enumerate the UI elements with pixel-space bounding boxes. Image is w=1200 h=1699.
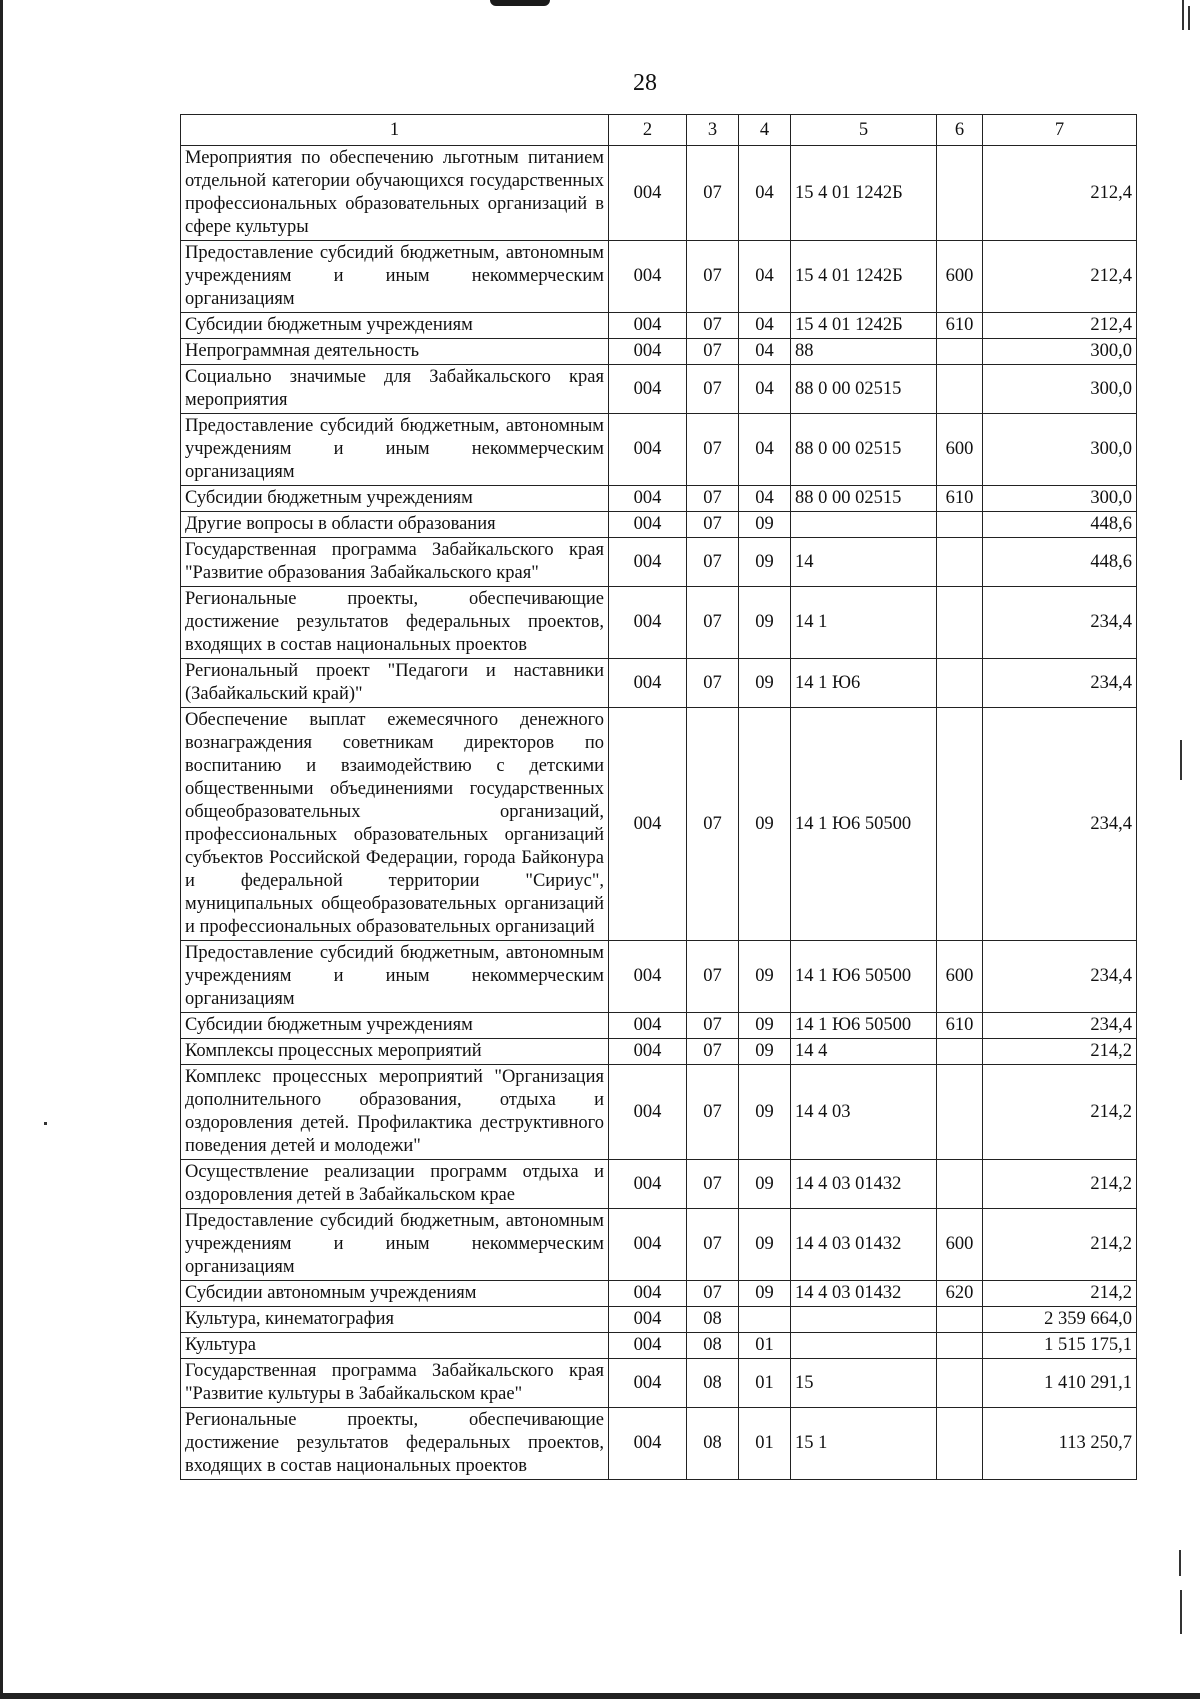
table-row xyxy=(181,941,1137,1013)
row-subsection: 01 xyxy=(739,1333,791,1359)
row-target-article: 15 1 xyxy=(791,1408,937,1480)
table-row xyxy=(181,1209,1137,1281)
row-subsection xyxy=(739,1307,791,1333)
row-amount: 212,4 xyxy=(983,241,1137,313)
column-header: 4 xyxy=(739,115,791,146)
row-admin-code: 004 xyxy=(609,1359,687,1408)
row-section: 07 xyxy=(687,512,739,538)
row-admin-code: 004 xyxy=(609,365,687,414)
row-subsection: 09 xyxy=(739,1209,791,1281)
row-section: 07 xyxy=(687,1065,739,1160)
row-target-article: 15 xyxy=(791,1359,937,1408)
row-expense-type xyxy=(937,1307,983,1333)
row-amount: 300,0 xyxy=(983,414,1137,486)
row-amount: 234,4 xyxy=(983,941,1137,1013)
table-row xyxy=(181,587,1137,659)
row-amount: 1 515 175,1 xyxy=(983,1333,1137,1359)
row-section: 07 xyxy=(687,538,739,587)
row-subsection: 09 xyxy=(739,1039,791,1065)
table-row xyxy=(181,512,1137,538)
row-admin-code: 004 xyxy=(609,486,687,512)
row-subsection: 04 xyxy=(739,365,791,414)
row-target-article: 14 1 Ю6 xyxy=(791,659,937,708)
row-expense-type: 610 xyxy=(937,486,983,512)
column-header: 7 xyxy=(983,115,1137,146)
row-target-article: 88 0 00 02515 xyxy=(791,414,937,486)
row-target-article: 88 0 00 02515 xyxy=(791,486,937,512)
row-subsection: 09 xyxy=(739,538,791,587)
row-admin-code: 004 xyxy=(609,1039,687,1065)
table-row xyxy=(181,414,1137,486)
scan-mark xyxy=(1182,0,1184,30)
row-section: 07 xyxy=(687,1039,739,1065)
table-row xyxy=(181,486,1137,512)
row-subsection: 04 xyxy=(739,146,791,241)
budget-table xyxy=(180,114,1137,1480)
table-row xyxy=(181,1039,1137,1065)
row-name: Субсидии бюджетным учреждениям xyxy=(181,313,609,339)
row-expense-type xyxy=(937,708,983,941)
table-row xyxy=(181,1333,1137,1359)
row-section: 07 xyxy=(687,941,739,1013)
row-target-article xyxy=(791,1333,937,1359)
row-section: 07 xyxy=(687,414,739,486)
row-expense-type xyxy=(937,512,983,538)
row-amount: 448,6 xyxy=(983,512,1137,538)
table-row xyxy=(181,708,1137,941)
row-target-article: 14 1 xyxy=(791,587,937,659)
row-name: Обеспечение выплат ежемесячного денежного вознаграждения советникам директоров по воспитанию и взаимодействию с детскими общественными объединениями государственных общеобразовательных организаций, профессиональных образовательных организаций субъектов Российской Федерации, города Байконура и федеральной территории "Сириус", муниципальных общеобразовательных организаций и профессиональных образовательных организаций xyxy=(181,708,609,941)
row-name: Социально значимые для Забайкальского края мероприятия xyxy=(181,365,609,414)
table-row xyxy=(181,538,1137,587)
row-admin-code: 004 xyxy=(609,1065,687,1160)
row-name: Региональные проекты, обеспечивающие достижение результатов федеральных проектов, входящих в состав национальных проектов xyxy=(181,1408,609,1480)
row-subsection: 01 xyxy=(739,1359,791,1408)
row-section: 07 xyxy=(687,1281,739,1307)
row-admin-code: 004 xyxy=(609,1160,687,1209)
row-expense-type xyxy=(937,538,983,587)
row-expense-type xyxy=(937,1160,983,1209)
row-target-article: 14 4 03 01432 xyxy=(791,1160,937,1209)
row-expense-type: 600 xyxy=(937,941,983,1013)
row-amount: 212,4 xyxy=(983,146,1137,241)
row-subsection: 09 xyxy=(739,1065,791,1160)
table-body xyxy=(181,146,1137,1480)
row-subsection: 09 xyxy=(739,708,791,941)
scan-shadow-top xyxy=(490,0,550,6)
table-row xyxy=(181,1281,1137,1307)
row-target-article: 14 1 Ю6 50500 xyxy=(791,941,937,1013)
row-expense-type xyxy=(937,1359,983,1408)
row-target-article: 14 xyxy=(791,538,937,587)
row-section: 07 xyxy=(687,146,739,241)
row-admin-code: 004 xyxy=(609,1281,687,1307)
table-row xyxy=(181,1160,1137,1209)
table-row xyxy=(181,1307,1137,1333)
row-expense-type xyxy=(937,365,983,414)
row-section: 08 xyxy=(687,1408,739,1480)
row-admin-code: 004 xyxy=(609,538,687,587)
row-name: Культура, кинематография xyxy=(181,1307,609,1333)
row-expense-type: 610 xyxy=(937,313,983,339)
row-subsection: 04 xyxy=(739,414,791,486)
table-row xyxy=(181,339,1137,365)
row-target-article: 15 4 01 1242Б xyxy=(791,313,937,339)
table-row xyxy=(181,1408,1137,1480)
row-section: 08 xyxy=(687,1307,739,1333)
row-subsection: 09 xyxy=(739,1281,791,1307)
row-subsection: 09 xyxy=(739,1013,791,1039)
row-amount: 1 410 291,1 xyxy=(983,1359,1137,1408)
row-amount: 214,2 xyxy=(983,1209,1137,1281)
row-name: Региональные проекты, обеспечивающие достижение результатов федеральных проектов, входящих в состав национальных проектов xyxy=(181,587,609,659)
row-admin-code: 004 xyxy=(609,512,687,538)
row-target-article: 15 4 01 1242Б xyxy=(791,241,937,313)
column-header: 1 xyxy=(181,115,609,146)
row-amount: 300,0 xyxy=(983,339,1137,365)
row-subsection: 04 xyxy=(739,313,791,339)
row-amount: 212,4 xyxy=(983,313,1137,339)
column-header: 3 xyxy=(687,115,739,146)
page-number: 28 xyxy=(633,70,657,96)
row-admin-code: 004 xyxy=(609,1209,687,1281)
row-name: Предоставление субсидий бюджетным, автономным учреждениям и иным некоммерческим организациям xyxy=(181,941,609,1013)
scan-mark xyxy=(1188,6,1190,30)
row-expense-type xyxy=(937,1333,983,1359)
row-section: 07 xyxy=(687,313,739,339)
row-subsection: 09 xyxy=(739,512,791,538)
row-admin-code: 004 xyxy=(609,587,687,659)
row-name: Предоставление субсидий бюджетным, автономным учреждениям и иным некоммерческим организациям xyxy=(181,241,609,313)
row-subsection: 09 xyxy=(739,659,791,708)
row-target-article: 15 4 01 1242Б xyxy=(791,146,937,241)
row-section: 07 xyxy=(687,659,739,708)
row-section: 07 xyxy=(687,587,739,659)
row-expense-type xyxy=(937,339,983,365)
row-section: 07 xyxy=(687,1160,739,1209)
row-expense-type xyxy=(937,1065,983,1160)
row-name: Непрограммная деятельность xyxy=(181,339,609,365)
row-section: 07 xyxy=(687,365,739,414)
row-expense-type: 620 xyxy=(937,1281,983,1307)
row-admin-code: 004 xyxy=(609,339,687,365)
row-expense-type: 600 xyxy=(937,414,983,486)
row-target-article: 14 4 03 01432 xyxy=(791,1281,937,1307)
row-section: 07 xyxy=(687,1013,739,1039)
row-amount: 214,2 xyxy=(983,1039,1137,1065)
row-amount: 234,4 xyxy=(983,587,1137,659)
row-target-article: 88 xyxy=(791,339,937,365)
row-admin-code: 004 xyxy=(609,1408,687,1480)
row-section: 07 xyxy=(687,241,739,313)
row-name: Государственная программа Забайкальского края "Развитие образования Забайкальского края" xyxy=(181,538,609,587)
row-section: 07 xyxy=(687,486,739,512)
row-amount: 2 359 664,0 xyxy=(983,1307,1137,1333)
table-row xyxy=(181,1013,1137,1039)
row-subsection: 04 xyxy=(739,241,791,313)
row-admin-code: 004 xyxy=(609,313,687,339)
row-target-article xyxy=(791,512,937,538)
scan-mark xyxy=(1180,1590,1182,1634)
row-target-article: 14 4 03 01432 xyxy=(791,1209,937,1281)
row-name: Государственная программа Забайкальского края "Развитие культуры в Забайкальском крае" xyxy=(181,1359,609,1408)
row-section: 07 xyxy=(687,1209,739,1281)
scan-mark xyxy=(44,1122,47,1125)
table-row xyxy=(181,1359,1137,1408)
scan-mark xyxy=(1179,1550,1181,1576)
table-row xyxy=(181,365,1137,414)
table-row xyxy=(181,241,1137,313)
scan-border-bottom xyxy=(0,1693,1200,1699)
row-target-article: 14 1 Ю6 50500 xyxy=(791,1013,937,1039)
row-amount: 300,0 xyxy=(983,365,1137,414)
header-row xyxy=(181,115,1137,146)
row-name: Мероприятия по обеспечению льготным питанием отдельной категории обучающихся государственных профессиональных образовательных организаций в сфере культуры xyxy=(181,146,609,241)
row-amount: 234,4 xyxy=(983,659,1137,708)
scan-mark xyxy=(1180,740,1182,780)
row-admin-code: 004 xyxy=(609,1307,687,1333)
row-expense-type xyxy=(937,659,983,708)
row-name: Культура xyxy=(181,1333,609,1359)
row-name: Субсидии бюджетным учреждениям xyxy=(181,486,609,512)
row-expense-type xyxy=(937,587,983,659)
row-amount: 234,4 xyxy=(983,1013,1137,1039)
row-section: 07 xyxy=(687,708,739,941)
row-admin-code: 004 xyxy=(609,941,687,1013)
row-admin-code: 004 xyxy=(609,241,687,313)
row-expense-type xyxy=(937,1039,983,1065)
row-subsection: 01 xyxy=(739,1408,791,1480)
row-subsection: 09 xyxy=(739,587,791,659)
row-section: 08 xyxy=(687,1359,739,1408)
row-name: Региональный проект "Педагоги и наставники (Забайкальский край)" xyxy=(181,659,609,708)
row-amount: 448,6 xyxy=(983,538,1137,587)
row-expense-type: 600 xyxy=(937,1209,983,1281)
table-row xyxy=(181,146,1137,241)
table-row xyxy=(181,313,1137,339)
row-target-article: 14 4 03 xyxy=(791,1065,937,1160)
row-expense-type: 600 xyxy=(937,241,983,313)
row-amount: 214,2 xyxy=(983,1160,1137,1209)
row-amount: 214,2 xyxy=(983,1065,1137,1160)
row-section: 07 xyxy=(687,339,739,365)
column-header: 2 xyxy=(609,115,687,146)
row-section: 08 xyxy=(687,1333,739,1359)
row-name: Субсидии автономным учреждениям xyxy=(181,1281,609,1307)
row-target-article: 88 0 00 02515 xyxy=(791,365,937,414)
row-admin-code: 004 xyxy=(609,1013,687,1039)
row-admin-code: 004 xyxy=(609,659,687,708)
row-admin-code: 004 xyxy=(609,146,687,241)
row-amount: 300,0 xyxy=(983,486,1137,512)
row-subsection: 09 xyxy=(739,941,791,1013)
row-name: Предоставление субсидий бюджетным, автономным учреждениям и иным некоммерческим организациям xyxy=(181,414,609,486)
row-amount: 234,4 xyxy=(983,708,1137,941)
row-name: Другие вопросы в области образования xyxy=(181,512,609,538)
row-admin-code: 004 xyxy=(609,1333,687,1359)
row-subsection: 04 xyxy=(739,486,791,512)
table-row xyxy=(181,659,1137,708)
row-amount: 214,2 xyxy=(983,1281,1137,1307)
column-header: 5 xyxy=(791,115,937,146)
row-subsection: 04 xyxy=(739,339,791,365)
row-target-article: 14 4 xyxy=(791,1039,937,1065)
row-admin-code: 004 xyxy=(609,708,687,941)
scan-border-left xyxy=(0,0,3,1699)
row-expense-type xyxy=(937,146,983,241)
row-name: Предоставление субсидий бюджетным, автономным учреждениям и иным некоммерческим организациям xyxy=(181,1209,609,1281)
row-expense-type: 610 xyxy=(937,1013,983,1039)
row-name: Комплекс процессных мероприятий "Организация дополнительного образования, отдыха и оздоровления детей. Профилактика деструктивного поведения детей и молодежи" xyxy=(181,1065,609,1160)
row-admin-code: 004 xyxy=(609,414,687,486)
row-amount: 113 250,7 xyxy=(983,1408,1137,1480)
row-name: Субсидии бюджетным учреждениям xyxy=(181,1013,609,1039)
table-row xyxy=(181,1065,1137,1160)
row-target-article xyxy=(791,1307,937,1333)
row-subsection: 09 xyxy=(739,1160,791,1209)
row-expense-type xyxy=(937,1408,983,1480)
row-name: Комплексы процессных мероприятий xyxy=(181,1039,609,1065)
row-name: Осуществление реализации программ отдыха и оздоровления детей в Забайкальском крае xyxy=(181,1160,609,1209)
column-header: 6 xyxy=(937,115,983,146)
row-target-article: 14 1 Ю6 50500 xyxy=(791,708,937,941)
